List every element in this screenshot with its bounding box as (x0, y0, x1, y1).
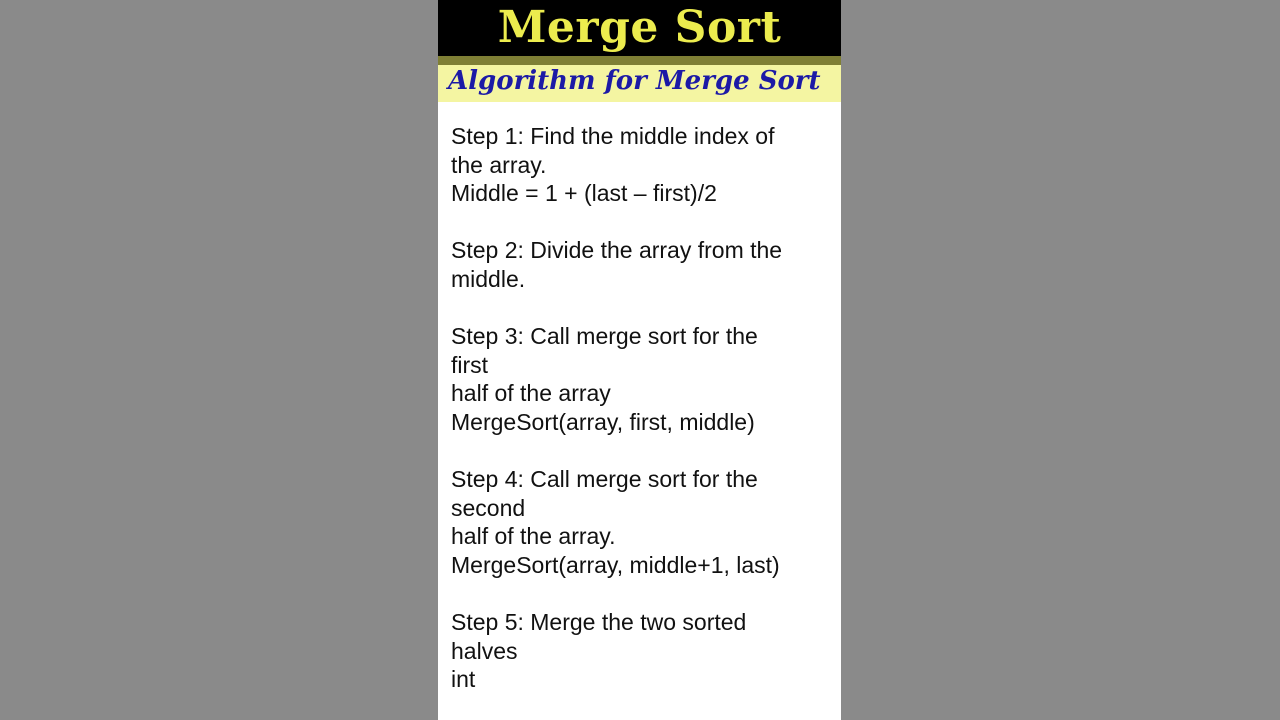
algorithm-steps (451, 122, 836, 694)
step-line (451, 437, 836, 466)
step-line: middle. (451, 265, 526, 292)
step-line: Step 4: Call merge sort for the (451, 466, 758, 493)
step-line: the array. (451, 151, 547, 178)
step-line (451, 580, 836, 609)
step-line (451, 208, 836, 237)
step-line: int (451, 666, 476, 693)
subtitle: Algorithm for Merge Sort (438, 65, 841, 102)
step-line: Step 3: Call merge sort for the (451, 323, 758, 350)
step-line: half of the array. (451, 523, 616, 550)
video-frame (438, 0, 841, 720)
step-line: Step 2: Divide the array from the (451, 237, 783, 264)
step-line: Middle = 1 + (last – first)/2 (451, 180, 717, 207)
step-line (451, 294, 836, 323)
divider (438, 56, 841, 65)
step-line: first (451, 351, 489, 378)
step-line: MergeSort(array, first, middle) (451, 408, 755, 435)
step-line: halves (451, 637, 518, 664)
step-line: half of the array (451, 380, 611, 407)
step-line: MergeSort(array, middle+1, last) (451, 551, 780, 578)
page-title: Merge Sort (438, 0, 841, 56)
step-line: Step 1: Find the middle index of (451, 123, 775, 149)
step-line: second (451, 494, 526, 521)
step-line: Step 5: Merge the two sorted (451, 609, 747, 636)
